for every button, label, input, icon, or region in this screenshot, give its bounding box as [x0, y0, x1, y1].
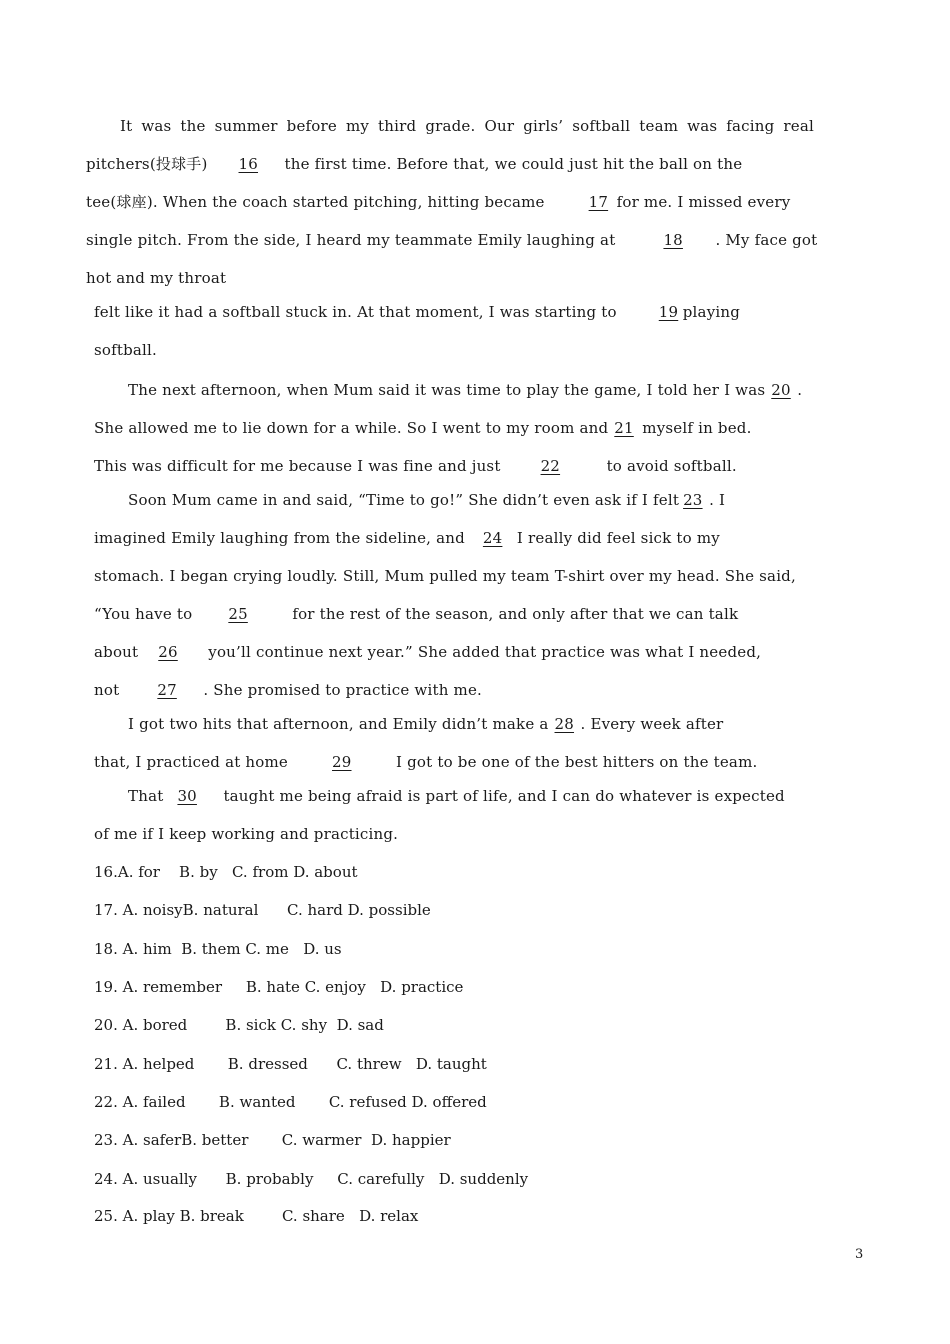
passage-line [120, 116, 814, 136]
passage-text: softball. [94, 341, 158, 359]
passage-line [94, 642, 860, 662]
passage-text: . I [709, 491, 726, 509]
passage-line [94, 566, 860, 586]
question-20-options: 20. A. bored B. sick C. shy D. sad [94, 1016, 384, 1034]
passage-text: single pitch. From the side, I heard my teammate Emily laughing at [86, 231, 616, 249]
passage-line [128, 786, 894, 806]
passage-line [94, 604, 860, 624]
passage-text: . [797, 381, 803, 399]
question-22-options: 22. A. failed B. wanted C. refused D. offered [94, 1093, 487, 1111]
passage-text: Soon Mum came in and said, “Time to go!” She didn’t even ask if I felt [128, 491, 680, 509]
blank-28[interactable]: 28 [554, 715, 575, 733]
passage-text: not [94, 681, 120, 699]
passage-line [94, 340, 860, 360]
question-23-options: 23. A. saferB. better C. warmer D. happier [94, 1131, 451, 1149]
page-number: 3 [855, 1247, 864, 1262]
passage-line [94, 680, 860, 700]
passage-line [86, 154, 860, 174]
blank-20[interactable]: 20 [771, 381, 791, 399]
passage-line [94, 824, 860, 844]
passage-text: about [94, 643, 139, 661]
question-16-options: 16.A. for B. by C. from D. about [94, 863, 358, 881]
passage-text: pitchers(投球手) [86, 155, 208, 173]
blank-21[interactable]: 21 [614, 419, 634, 437]
passage-line [86, 192, 860, 212]
question-24-options: 24. A. usually B. probably C. carefully D. suddenly [94, 1170, 529, 1188]
passage-text: . She promised to practice with me. [203, 681, 482, 699]
passage-text: She allowed me to lie down for a while. So I went to my room and [94, 419, 609, 437]
passage-text: of me if I keep working and practicing. [94, 825, 399, 843]
passage-line [94, 528, 860, 548]
passage-text: I got two hits that afternoon, and Emily didn’t make a [128, 715, 549, 733]
blank-30[interactable]: 30 [177, 787, 197, 805]
passage-line [94, 418, 860, 438]
passage-text: That [128, 787, 164, 805]
passage-line [86, 230, 860, 250]
passage-text: . My face got [715, 231, 818, 249]
blank-24[interactable]: 24 [482, 529, 503, 547]
passage-text: I got to be one of the best hitters on the team. [396, 753, 758, 771]
blank-29[interactable]: 29 [332, 753, 352, 771]
passage-line [128, 490, 894, 510]
passage-line [86, 268, 860, 288]
passage-line [128, 714, 894, 734]
passage-text: . Every week after [580, 715, 724, 733]
blank-22[interactable]: 22 [540, 457, 561, 475]
blank-19[interactable]: 19 [658, 303, 679, 321]
question-21-options: 21. A. helped B. dressed C. threw D. taught [94, 1055, 487, 1073]
blank-25[interactable]: 25 [228, 605, 248, 623]
question-19-options: 19. A. remember B. hate C. enjoy D. practice [94, 978, 464, 996]
blank-23[interactable]: 23 [683, 491, 703, 509]
passage-text: myself in bed. [642, 419, 752, 437]
blank-27[interactable]: 27 [157, 681, 177, 699]
blank-18[interactable]: 18 [663, 231, 683, 249]
blank-16[interactable]: 16 [238, 155, 259, 173]
passage-text: stomach. I began crying loudly. Still, Mum pulled my team T-shirt over my head. She said, [94, 567, 796, 585]
passage-line [128, 380, 894, 400]
passage-line [94, 456, 860, 476]
passage-text: tee(球座). When the coach started pitching, hitting became [86, 193, 545, 211]
passage-line [94, 752, 860, 772]
passage-text: playing [682, 303, 741, 321]
passage-text: This was difficult for me because I was fine and just [94, 457, 501, 475]
passage-line [94, 302, 860, 322]
passage-text: the first time. Before that, we could just hit the ball on the [284, 155, 743, 173]
passage-text: It was the summer before my third grade. Our girls’ softball team was facing real [120, 117, 814, 135]
passage-text: you’ll continue next year.” She added that practice was what I needed, [208, 643, 762, 661]
question-18-options: 18. A. him B. them C. me D. us [94, 940, 342, 958]
passage-text: taught me being afraid is part of life, and I can do whatever is expected [223, 787, 785, 805]
passage-text: that, I practiced at home [94, 753, 289, 771]
passage-text: “You have to [94, 605, 193, 623]
passage-text: The next afternoon, when Mum said it was time to play the game, I told her I was [128, 381, 766, 399]
passage-text: felt like it had a softball stuck in. At that moment, I was starting to [94, 303, 617, 321]
passage-text: to avoid softball. [606, 457, 737, 475]
question-25-options: 25. A. play B. break C. share D. relax [94, 1207, 419, 1225]
blank-17[interactable]: 17 [588, 193, 609, 211]
passage-text: for me. I missed every [616, 193, 791, 211]
passage-text: for the rest of the season, and only after that we can talk [292, 605, 739, 623]
question-17-options: 17. A. noisyB. natural C. hard D. possible [94, 901, 431, 919]
blank-26[interactable]: 26 [158, 643, 178, 661]
passage-text: I really did feel sick to my [516, 529, 720, 547]
passage-text: hot and my throat [86, 269, 227, 287]
passage-text: imagined Emily laughing from the sideline, and [94, 529, 465, 547]
